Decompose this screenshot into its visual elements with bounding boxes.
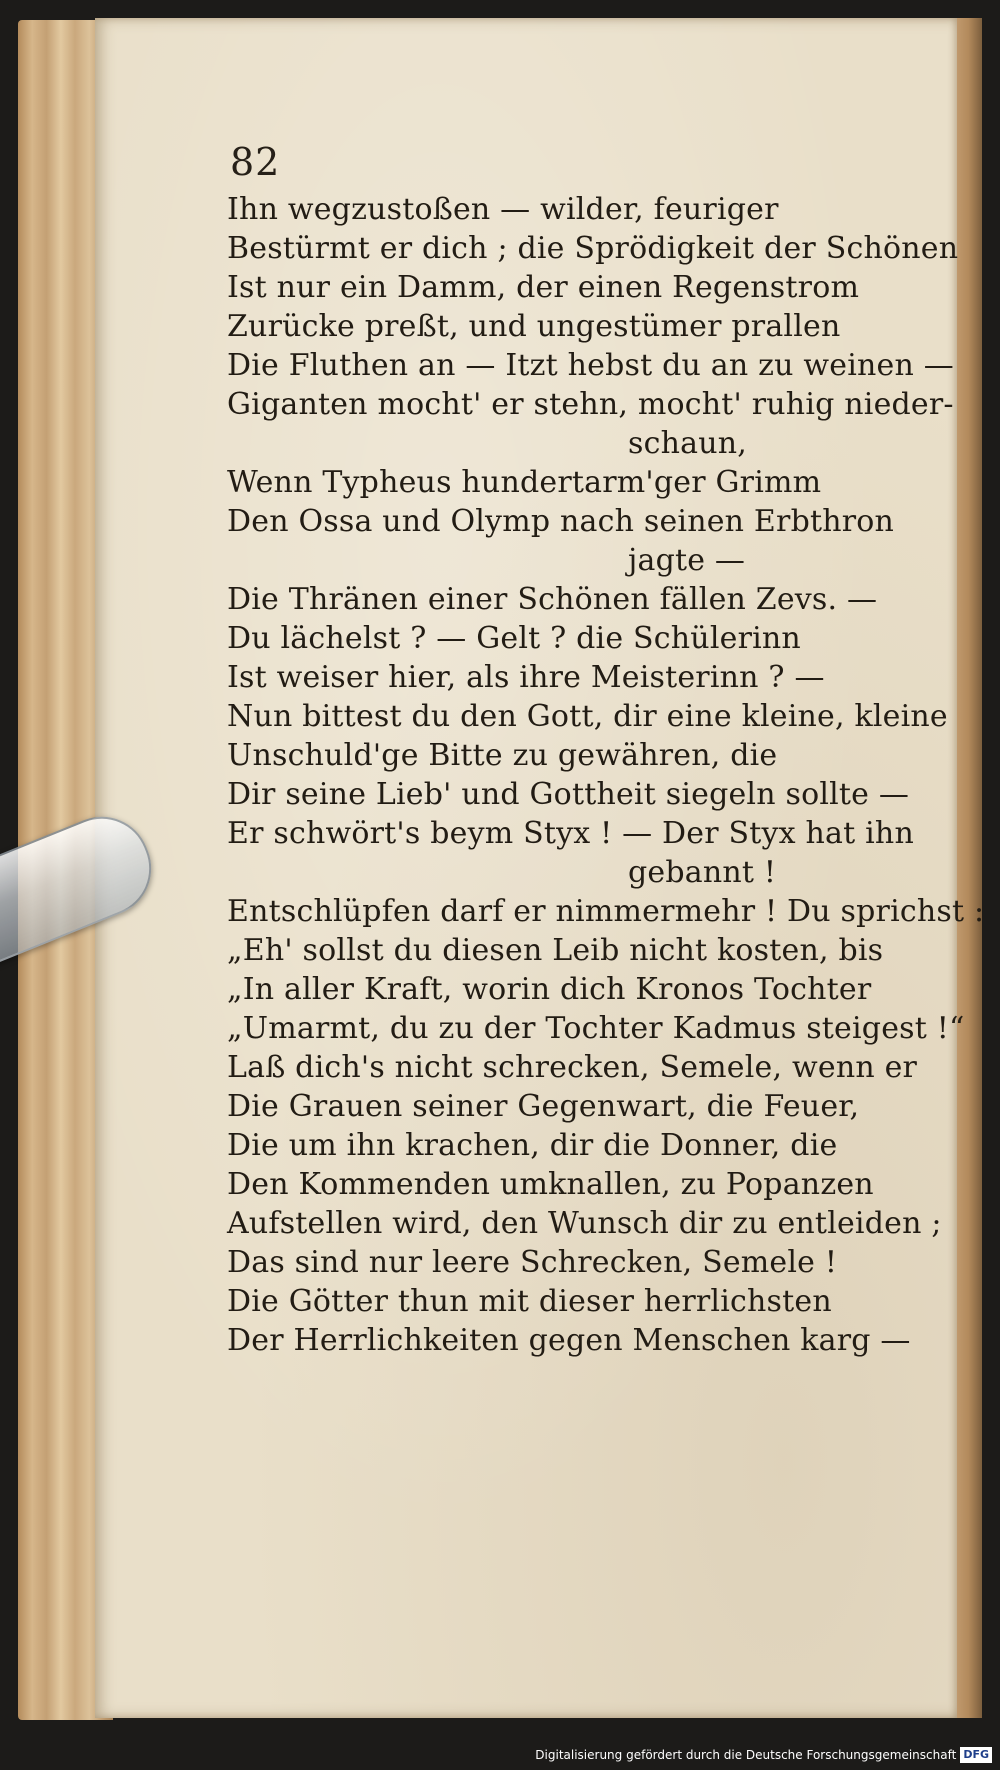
text-line: Das sind nur leere Schrecken, Semele ! <box>227 1245 838 1280</box>
text-line: Wenn Typheus hundertarm'ger Grimm <box>227 465 822 500</box>
text-line: Die Thränen einer Schönen fällen Zevs. — <box>227 582 878 617</box>
text-line: Ist nur ein Damm, der einen Regenstrom <box>227 270 860 305</box>
text-line: Aufstellen wird, den Wunsch dir zu entleiden ; <box>227 1206 942 1241</box>
text-line: Er schwört's beym Styx ! — Der Styx hat ihn <box>227 816 914 851</box>
text-line: Laß dich's nicht schrecken, Semele, wenn er <box>227 1050 918 1085</box>
text-line: Den Ossa und Olymp nach seinen Erbthron <box>227 504 895 539</box>
text-line: Die Götter thun mit dieser herrlichsten <box>227 1284 832 1319</box>
text-line: Die Grauen seiner Gegenwart, die Feuer, <box>227 1089 860 1124</box>
text-line-continuation: schaun, <box>628 426 747 461</box>
page-number: 82 <box>230 140 281 184</box>
text-line: Dir seine Lieb' und Gottheit siegeln sollte — <box>227 777 910 812</box>
text-line: Zurücke preßt, und ungestümer prallen <box>227 309 841 344</box>
credit-text: Digitalisierung gefördert durch die Deutsche Forschungsgemeinschaft <box>535 1748 957 1762</box>
text-line: Den Kommenden umknallen, zu Popanzen <box>227 1167 874 1202</box>
text-line: Giganten mocht' er stehn, mocht' ruhig nieder- <box>227 387 954 422</box>
text-line: Du lächelst ? — Gelt ? die Schülerinn <box>227 621 801 656</box>
text-line: Unschuld'ge Bitte zu gewähren, die <box>227 738 778 773</box>
text-line: Nun bittest du den Gott, dir eine kleine, kleine <box>227 699 948 734</box>
text-line: Die Fluthen an — Itzt hebst du an zu weinen — <box>227 348 954 383</box>
text-line: „Eh' sollst du diesen Leib nicht kosten, bis <box>227 933 884 968</box>
dfg-logo-icon: DFG <box>960 1747 992 1763</box>
digitization-credit <box>535 1746 992 1764</box>
text-line: „Umarmt, du zu der Tochter Kadmus steigest !“ <box>227 1011 965 1046</box>
text-line: Der Herrlichkeiten gegen Menschen karg — <box>227 1323 911 1358</box>
text-line: Die um ihn krachen, dir die Donner, die <box>227 1128 838 1163</box>
text-line-continuation: gebannt ! <box>628 855 777 890</box>
text-line: Entschlüpfen darf er nimmermehr ! Du sprichst : <box>227 894 985 929</box>
text-line: Ist weiser hier, als ihre Meisterinn ? — <box>227 660 825 695</box>
text-line: „In aller Kraft, worin dich Kronos Tochter <box>227 972 872 1007</box>
text-line-continuation: jagte — <box>628 543 746 578</box>
text-line: Ihn wegzustoßen — wilder, feuriger <box>227 192 779 227</box>
text-line: Bestürmt er dich ; die Sprödigkeit der Schönen <box>227 231 959 266</box>
